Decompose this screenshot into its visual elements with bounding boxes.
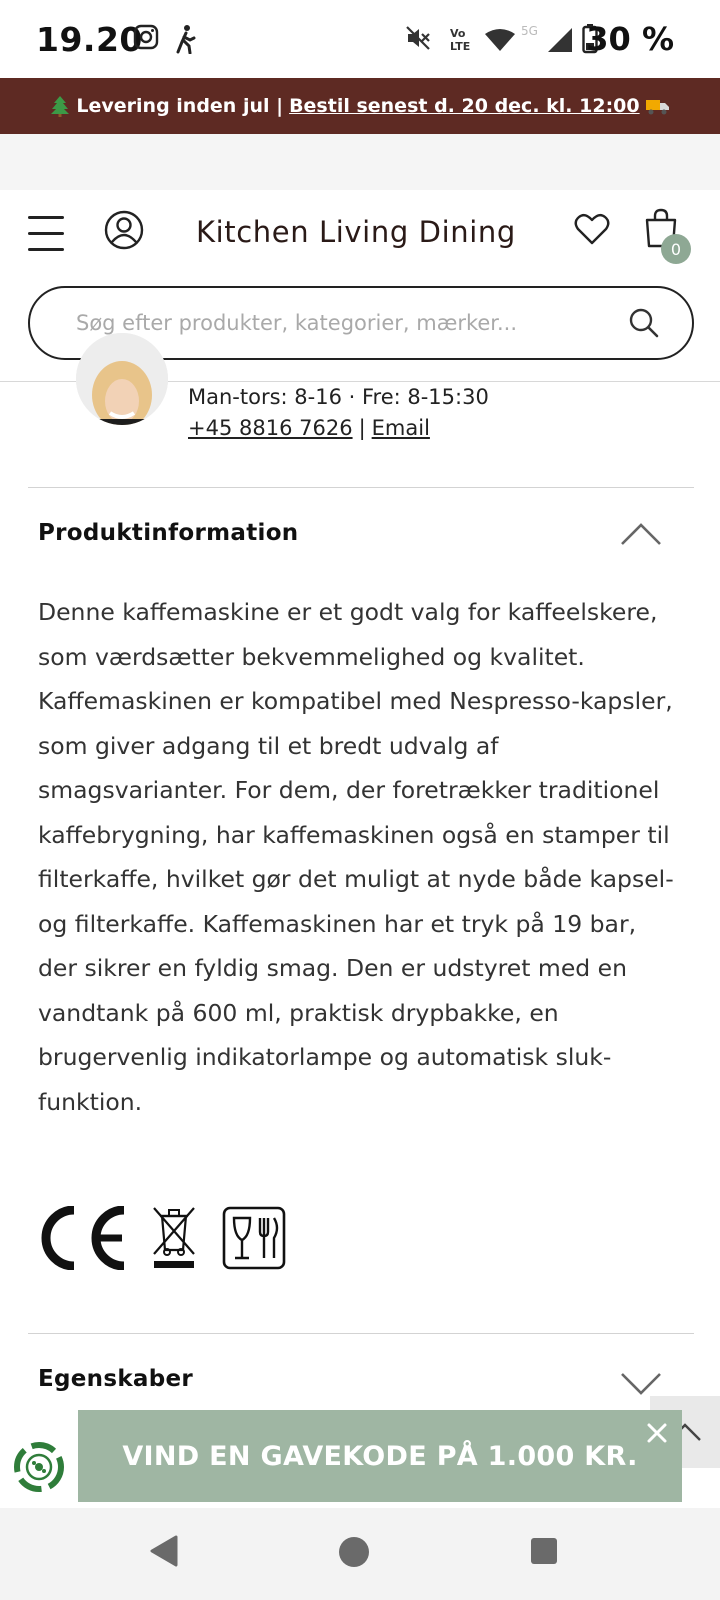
search-icon[interactable] <box>628 307 660 339</box>
weee-bin-icon <box>150 1204 198 1270</box>
promo-link[interactable]: Bestil senest d. 20 dec. kl. 12:00 <box>289 95 640 117</box>
christmas-tree-icon <box>50 95 70 117</box>
chevron-up-icon[interactable] <box>620 522 662 546</box>
chevron-down-icon[interactable] <box>620 1372 662 1396</box>
spacer-band <box>0 134 720 190</box>
status-bar <box>0 0 720 78</box>
wifi-icon <box>484 28 516 52</box>
ce-mark-icon <box>36 1206 128 1270</box>
wishlist-heart-icon[interactable] <box>574 212 610 246</box>
recents-icon[interactable] <box>530 1537 558 1565</box>
prize-wheel-icon <box>12 1440 66 1494</box>
support-avatar <box>76 333 168 425</box>
site-logo[interactable]: Kitchen Living Dining <box>196 215 516 249</box>
product-description: Denne kaffemaskine er et godt valg for kaffeelskere, som værdsætter bekvemmelighed og kvalitet. Kaffemaskinen er kompatibel med Nespresso-kapsler, som giver adgang til et bredt udvalg af smagsvarianter. For dem, der foretrækker traditionel kaffebrygning, har kaffemaskinen også en stamper til filterkaffe, hvilket gør det muligt at nyde både kapsel- og filterkaffe. Kaffemaskinen har et tryk på 19 bar, der sikrer en fyldig smag. Den er udstyret med en vandtank på 600 ml, praktisk drypbakke, en brugervenlig indikatorlampe og automatisk sluk-funktion. <box>38 598 674 1116</box>
phone-link[interactable]: +45 8816 7626 <box>188 416 353 440</box>
support-person-image <box>76 333 168 425</box>
contact-hours: Man-tors: 8-16 · Fre: 8-15:30 <box>188 385 489 409</box>
volte-icon <box>448 26 478 52</box>
walking-icon <box>173 24 199 54</box>
contact-separator: | <box>358 416 366 440</box>
status-time: 19.20 <box>36 20 143 59</box>
contact-links <box>188 416 430 440</box>
popup-text[interactable]: VIND EN GAVEKODE PÅ 1.000 KR. <box>122 1440 638 1472</box>
email-link[interactable]: Email <box>371 416 430 440</box>
food-safe-icon <box>222 1206 286 1270</box>
back-icon[interactable] <box>148 1535 178 1567</box>
giveaway-popup[interactable] <box>78 1410 682 1502</box>
product-info-title[interactable]: Produktinformation <box>38 520 299 546</box>
system-nav-bar <box>0 1508 720 1600</box>
close-icon[interactable] <box>646 1422 668 1444</box>
svg-text:Vo: Vo <box>450 27 466 40</box>
mute-icon <box>404 24 432 52</box>
section-divider <box>28 487 694 488</box>
properties-title[interactable]: Egenskaber <box>38 1366 194 1392</box>
svg-text:LTE: LTE <box>450 40 471 52</box>
instagram-icon <box>133 24 159 50</box>
svg-text:5G: 5G <box>521 24 538 38</box>
search-input[interactable] <box>76 306 596 340</box>
promo-text: Levering inden jul | <box>76 95 284 117</box>
cart-count-badge: 0 <box>661 234 691 264</box>
prize-wheel-button[interactable] <box>0 1428 80 1508</box>
signal-5g-icon <box>520 22 574 54</box>
home-icon[interactable] <box>338 1536 370 1568</box>
section-divider <box>28 1333 694 1334</box>
menu-button[interactable] <box>28 214 64 250</box>
account-icon[interactable] <box>104 210 144 250</box>
delivery-truck-icon <box>646 97 670 115</box>
battery-percent: 30 % <box>586 20 674 58</box>
promo-banner <box>0 78 720 134</box>
